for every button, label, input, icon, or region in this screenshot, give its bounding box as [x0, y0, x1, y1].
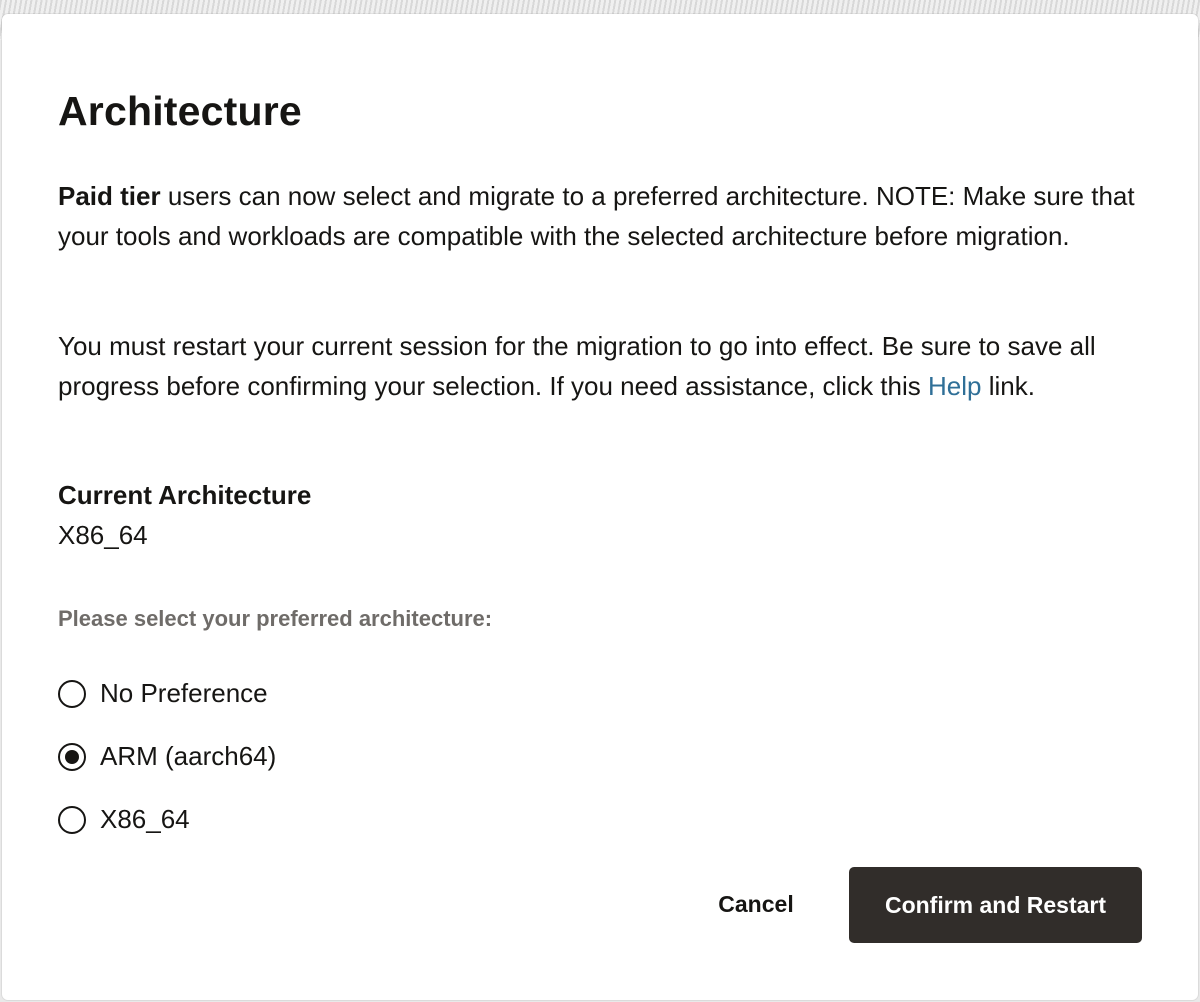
dialog-title: Architecture — [58, 88, 302, 134]
radio-button-arm[interactable] — [58, 743, 86, 771]
radio-option-arm[interactable] — [58, 725, 276, 788]
radio-button-no-preference[interactable] — [58, 680, 86, 708]
intro-paragraph — [58, 176, 1138, 256]
radio-option-no-preference[interactable] — [58, 662, 276, 725]
radio-button-x86[interactable] — [58, 806, 86, 834]
intro-text: users can now select and migrate to a preferred architecture. NOTE: Make sure that your tools and workloads are compatible with the selected architecture before migration. — [58, 181, 1135, 251]
restart-note-paragraph — [58, 326, 1138, 406]
architecture-radio-group — [58, 662, 276, 851]
radio-label-arm: ARM (aarch64) — [100, 741, 277, 771]
paid-tier-label: Paid tier — [58, 181, 161, 211]
radio-label-x86: X86_64 — [100, 804, 190, 834]
cancel-button[interactable]: Cancel — [692, 866, 820, 942]
select-architecture-prompt: Please select your preferred architecture: — [58, 606, 493, 631]
confirm-and-restart-button[interactable]: Confirm and Restart — [849, 867, 1142, 943]
current-architecture-label: Current Architecture — [58, 480, 312, 510]
architecture-dialog — [2, 14, 1198, 1000]
radio-label-no-preference: No Preference — [100, 678, 268, 708]
radio-option-x86[interactable] — [58, 788, 276, 851]
restart-note-text: You must restart your current session for the migration to go into effect. Be sure to save all progress before confirming your selection. If you need assistance, click this — [58, 331, 1096, 401]
current-architecture-value: X86_64 — [58, 520, 148, 550]
help-link[interactable]: Help — [927, 371, 982, 401]
restart-note-tail: link. — [981, 371, 1035, 401]
